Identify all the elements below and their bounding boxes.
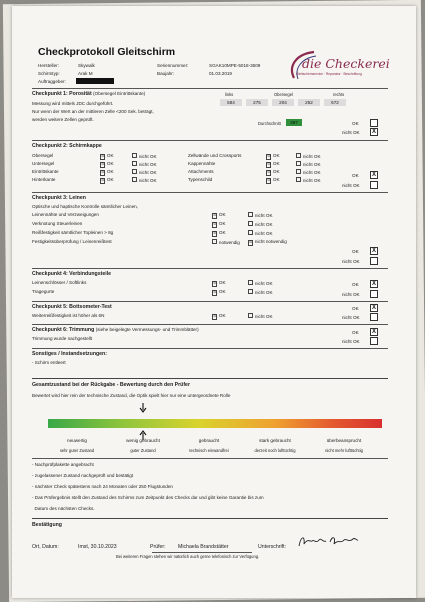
cp3-ok-label: OK [218,221,226,226]
cp1-text-2: Nur wenn der Wert an der mittleren Zelle <200 Sek. beträgt, [32,109,154,114]
seriennummer-label: Seriennummer: [157,63,189,68]
hersteller-label: Hersteller: [38,63,59,68]
cp1-text-3: werden weitere Zellen geprüft. [32,117,94,122]
cp2-row-obersegel: Obersegel [32,153,54,158]
note-4: - Das Prüfergebnis stellt den Zustand des Schirms zum Zeitpunkt des Checks dar und gibt keine Garantie bis zum [32,495,264,500]
sonstiges-heading: Sonstiges / Instandsetzungen: [32,351,107,357]
cp2-nicht-ok-box[interactable] [370,181,378,189]
condition-scale-bar [48,419,382,428]
cp2-row-typenschild: Typenschild [188,177,213,182]
signature-image [296,532,360,550]
note-3: - nächster Check spätestens nach 24 Monaten oder 250 Flugstunden [32,484,173,489]
divider [32,324,388,325]
footer-heading: Bestätigung [32,522,62,528]
cp2-nicht-ok-label: nicht OK [302,178,321,184]
cp2-nicht-ok-checkbox[interactable] [132,153,137,158]
pruefer-label: Prüfer: [150,544,166,550]
cp5-nicht-ok-label: nicht OK [342,315,360,320]
cp4-ok-label: OK [218,289,226,294]
cp4-nicht-ok-label: nicht OK [342,292,360,297]
cp1-nicht-ok-box[interactable]: X [371,129,376,135]
cp2-nicht-ok-label: nicht OK [138,170,157,176]
cp2-row-eintrittskante: Eintrittskante [32,169,59,174]
signature-line [152,552,252,553]
schirmtyp-label: Schirmtyp: [38,71,60,76]
cp3-nicht-ok-label: nicht OK [254,231,273,237]
note-1: - Nachprüfplakette angebracht [32,462,94,467]
cp2-nicht-ok-label: nicht OK [138,162,157,168]
cp2-heading: Checkpunkt 2: Schirmkappe [32,143,102,149]
cp4-ok-checkbox[interactable]: ☒ [213,281,217,286]
cp3-row-2: Leinennähte und Verzweigungen [32,212,99,217]
cp2-ok-label: OK [106,177,114,182]
cp2-nicht-ok-label: nicht OK [342,183,360,188]
cp6-row: Trimmung wurde nachgestellt [32,336,93,341]
cp4-ok-checkbox[interactable]: ☒ [213,290,217,295]
divider [32,378,388,379]
cp2-ok-label: OK [352,173,359,178]
cp2-nicht-ok-checkbox[interactable] [296,153,301,158]
cp1-col-obersegel: Obersegel [274,92,293,97]
cp2-nicht-ok-label: nicht OK [302,154,321,160]
cp4-nicht-ok-checkbox[interactable] [248,280,253,285]
cp3-ok-box[interactable]: X [371,248,376,254]
divider [32,268,388,269]
cp2-nicht-ok-checkbox[interactable] [132,161,137,166]
cp4-nicht-ok-label: nicht OK [254,290,273,296]
cp2-ok-label: OK [106,161,114,166]
scale-label-ueberbeansprucht: überbeansprucht [326,438,362,443]
scale-sub-5: nicht mehr lufttüchtig [325,448,363,453]
cp2-row-hinterkante: Hinterkante [32,177,56,182]
cp2-ok-label: OK [106,153,114,158]
cp3-ok-checkbox[interactable]: ☒ [213,222,217,227]
cp4-row-2: Tragegurte [32,289,55,294]
baujahr-label: Baujahr: [157,71,175,76]
cp2-ok-label: OK [272,177,280,182]
scale-sub-4: derzeit noch lufttüchtig [254,448,296,453]
cp3-ok-label: OK [352,249,359,254]
divider [32,518,388,519]
cp2-ok-checkbox[interactable]: ☒ [267,178,271,183]
logo-tagline: Gleitschirmservice · Reparatur · Beschriftung [296,72,362,76]
sonstiges-item: - Schirm entleert [32,360,66,365]
cp5-heading: Checkpunkt 5: Bottsometer-Test [32,304,112,310]
cp2-nicht-ok-checkbox[interactable] [296,177,301,182]
divider [32,348,388,349]
schirmtyp-value: Arak M [78,71,93,76]
pruefer-value: Michaela Brandstätter [178,544,229,550]
cp3-heading: Checkpunkt 3: Leinen [32,195,86,201]
cp3-nicht-ok-label: nicht OK [254,222,273,228]
cp5-nicht-ok-label: nicht OK [254,314,273,320]
cp6-heading: Checkpunkt 6: Trimmung [32,327,95,333]
cp3-nicht-ok-box[interactable] [370,257,378,265]
scale-label-neuwertig: neuwertig [67,438,87,443]
gesamt-heading: Gesamtzustand bei der Rückgabe - Bewertung durch den Prüfer [32,382,190,388]
cp2-ok-checkbox[interactable]: ☒ [267,154,271,159]
baujahr-value: 01.03.2019 [209,71,232,76]
cp2-nicht-ok-label: nicht OK [138,154,157,160]
checkprotokoll-page [12,6,416,598]
cp2-ok-checkbox[interactable]: ☒ [101,170,105,175]
cp6-nicht-ok-box[interactable] [370,337,378,345]
cp2-nicht-ok-checkbox[interactable] [296,169,301,174]
cp2-row-zellwaende: Zellwände und Crossports [188,153,242,158]
cp5-ok-box[interactable]: X [371,305,376,311]
divider [32,88,388,89]
cp5-row: Weiterreißfestigkeit ist höher als 6N [32,313,105,318]
cp3-nicht-notwendig-label: nicht notwendig [254,239,287,244]
seriennummer-value: SGAK10MPE-5018-3609 [209,63,261,68]
cp3-ok-label: OK [218,212,226,217]
cp2-nicht-ok-label: nicht OK [138,178,157,184]
cp2-ok-label: OK [106,169,114,174]
ort-label: Ort, Datum: [32,544,59,550]
cp2-nicht-ok-label: nicht OK [302,170,321,176]
divider [32,192,388,193]
cp3-nicht-ok-label: nicht OK [254,213,273,219]
cp3-row-1: Optische und haptische Kontrolle sämtlicher Leinen, [32,204,138,209]
redaction-bar [76,78,114,84]
scale-sub-1: sehr guter Zustand [59,448,95,453]
scale-label-gebraucht: gebraucht [198,438,220,443]
cp3-nicht-ok-checkbox[interactable] [248,212,253,217]
cp1-value-5: 672 [324,99,346,106]
gesamt-desc: Bewertet wird hier rein der technische Zustand, die Optik spielt hier nur eine untergeordnete Rolle [32,393,231,398]
cp3-ok-checkbox[interactable]: ☒ [213,213,217,218]
cp3-notwendig-label: notwendig [218,240,240,246]
cp1-ok-label: OK [352,121,359,126]
cp3-row-5: Festigkeitsüberprüfung / Leinenreißtest [32,239,112,244]
cp4-nicht-ok-box[interactable] [370,290,378,298]
cp1-heading-sub: (Obersegel Eintrittskante) [93,91,146,96]
cp4-nicht-ok-checkbox[interactable] [248,289,253,294]
cp5-ok-label: OK [218,313,226,318]
cp2-ok-label: OK [272,161,280,166]
cp2-ok-box[interactable]: X [371,172,376,178]
cp1-avg-value: 397 [286,119,302,126]
cp1-heading: Checkpunkt 1: Porosität [32,91,92,97]
note-2: - zugelassener Zustand nachgeprüft und bestätigt [32,473,134,478]
arrow-down-icon [139,403,147,413]
cp5-ok-label: OK [352,306,359,311]
cp2-nicht-ok-checkbox[interactable] [132,177,137,182]
cp6-heading-sub: (siehe beigelegte Vermessungs- und Trimmblätter) [95,327,199,332]
cp6-ok-box[interactable]: X [371,329,376,335]
cp1-ok-box[interactable] [370,119,378,127]
cp6-ok-label: OK [352,330,359,335]
footer-bottom-text: Bei weiteren Fragen stehen wir natürlich auch gerne telefonisch zur Verfügung. [116,554,260,559]
scale-label-stark-gebraucht: stark gebraucht [259,438,291,443]
cp1-avg-label: Durchschnitt [258,121,281,126]
cp4-row-1: Leinenschlösser / Softlinks [32,280,87,285]
cp2-row-attachments: Attachments [188,169,214,174]
cp3-nicht-ok-checkbox[interactable] [248,230,253,235]
cp2-nicht-ok-label: nicht OK [302,162,321,168]
cp3-row-4: Reißfestigkeit sämtlicher Topleinen > 8g [32,230,114,235]
unterschrift-label: Unterschrift: [258,544,286,550]
cp2-ok-checkbox[interactable]: ☒ [267,170,271,175]
cp4-nicht-ok-label: nicht OK [254,281,273,287]
cp5-nicht-ok-box[interactable] [370,313,378,321]
cp4-ok-box[interactable]: X [371,281,376,287]
cp1-text-1: Messung wird mittels JDC durchgeführt. [32,101,114,106]
cp3-ok-checkbox[interactable]: ☒ [213,231,217,236]
cp1-nicht-ok-label: nicht OK [342,130,360,135]
scale-label-wenig-gebraucht: wenig gebraucht [126,438,160,443]
page-title: Checkprotokoll Gleitschirm [38,46,176,58]
cp3-notwendig-checkbox[interactable] [212,239,217,244]
cp2-ok-checkbox[interactable]: ☒ [267,162,271,167]
cp2-row-kappennaehte: Kappennähte [188,161,216,166]
cp3-nicht-ok-checkbox[interactable] [248,221,253,226]
cp4-ok-label: OK [218,280,226,285]
cp1-value-1: 584 [220,99,242,106]
divider [32,458,388,459]
cp2-ok-checkbox[interactable]: ☒ [101,178,105,183]
logo-text: die Checkerei [302,56,390,71]
ort-value: Imst, 30.10.2023 [78,544,117,550]
cp5-ok-checkbox[interactable]: ☒ [213,314,217,319]
cp1-value-4: 252 [298,99,320,106]
auftraggeber-label: Auftraggeber: [38,79,66,84]
cp2-ok-label: OK [272,153,280,158]
scale-sub-3: technisch einwandfrei [189,448,229,453]
cp3-row-3: Verknotung Steuerleinen [32,221,83,226]
note-5: Datum des nächsten Checks. [32,506,95,511]
divider [32,140,388,141]
cp2-ok-checkbox[interactable]: ☒ [101,154,105,159]
cp6-nicht-ok-label: nicht OK [342,339,360,344]
cp2-ok-checkbox[interactable]: ☒ [101,162,105,167]
cp3-ok-label: OK [218,230,226,235]
cp2-row-untersegel: Untersegel [32,161,55,166]
cp3-nicht-ok-label: nicht OK [342,259,360,264]
cp2-nicht-ok-checkbox[interactable] [132,169,137,174]
cp2-ok-label: OK [272,169,280,174]
cp1-value-3: 204 [272,99,294,106]
cp3-nicht-notwendig-checkbox[interactable]: ☒ [249,240,253,245]
divider [32,301,388,302]
cp4-heading: Checkpunkt 4: Verbindungsteile [32,271,111,277]
cp1-col-rechts: rechts [333,92,345,97]
cp1-value-2: 275 [246,99,268,106]
cp1-col-links: links [225,92,234,97]
cp4-ok-label: OK [352,282,359,287]
cp5-nicht-ok-checkbox[interactable] [248,313,253,318]
hersteller-value: Skywalk [78,63,95,68]
cp2-nicht-ok-checkbox[interactable] [296,161,301,166]
scale-sub-2: guter Zustand [130,448,156,453]
